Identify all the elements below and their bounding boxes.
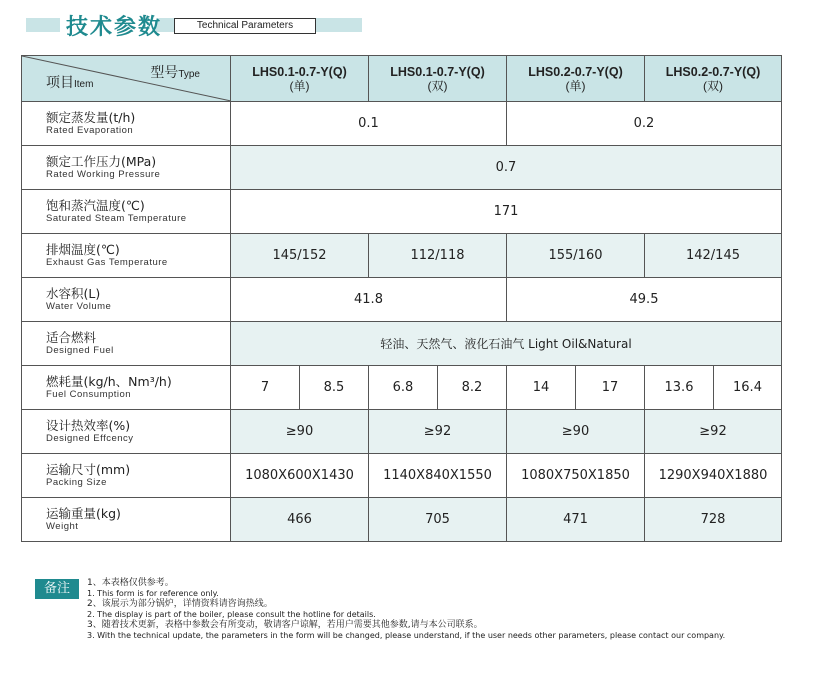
model-header-2: LHS0.1-0.7-Y(Q) (双): [369, 56, 507, 102]
parameters-table: [21, 55, 782, 542]
label-packing-size: 运输尺寸(mm) Packing Size: [22, 454, 231, 498]
value-cell: 49.5: [507, 278, 782, 322]
value-cell: 8.2: [438, 366, 507, 410]
row-steam-temperature: [22, 190, 782, 234]
header-row: [22, 56, 782, 102]
row-fuel-consumption: [22, 366, 782, 410]
value-cell: 1080X600X1430: [231, 454, 369, 498]
value-cell: ≥92: [369, 410, 507, 454]
value-cell: 471: [507, 498, 645, 542]
note-line: 2、该展示为部分锅炉，详情资料请咨询热线。: [87, 599, 273, 609]
value-cell: 466: [231, 498, 369, 542]
row-pressure: [22, 146, 782, 190]
label-weight: 运输重量(kg) Weight: [22, 498, 231, 542]
note-line: 1. This form is for reference only.: [87, 588, 219, 598]
value-cell: 41.8: [231, 278, 507, 322]
value-cell: ≥90: [507, 410, 645, 454]
item-header: 项目Item: [46, 75, 94, 91]
row-packing-size: [22, 454, 782, 498]
value-cell: 17: [576, 366, 645, 410]
value-cell: ≥90: [231, 410, 369, 454]
title-decoration-left: [26, 18, 60, 32]
section-title: [26, 10, 362, 38]
label-efficiency: 设计热效率(%) Designed Effcency: [22, 410, 231, 454]
model-header-1: LHS0.1-0.7-Y(Q) (单): [231, 56, 369, 102]
row-exhaust-temperature: [22, 234, 782, 278]
value-cell: 155/160: [507, 234, 645, 278]
type-header: 型号Type: [150, 65, 200, 81]
value-cell: 0.2: [507, 102, 782, 146]
label-exhaust-temperature: 排烟温度(℃) Exhaust Gas Temperature: [22, 234, 231, 278]
value-cell: 14: [507, 366, 576, 410]
notes-badge: 备注: [35, 579, 79, 599]
value-cell: 轻油、天然气、液化石油气 Light Oil&Natural: [231, 322, 782, 366]
row-evaporation: [22, 102, 782, 146]
model-header-3: LHS0.2-0.7-Y(Q) (单): [507, 56, 645, 102]
value-cell: 1140X840X1550: [369, 454, 507, 498]
value-cell: 145/152: [231, 234, 369, 278]
value-cell: 705: [369, 498, 507, 542]
value-cell: 1080X750X1850: [507, 454, 645, 498]
title-chinese: 技术参数: [66, 15, 163, 40]
title-english: Technical Parameters: [174, 18, 316, 34]
note-line: 3、随着技术更新，表格中参数会有所变动，敬请客户谅解，若用户需要其他参数,请与本公司联系。: [87, 620, 483, 630]
value-cell: 142/145: [645, 234, 782, 278]
note-line: 1、本表格仅供参考。: [87, 578, 174, 588]
value-cell: 6.8: [369, 366, 438, 410]
value-cell: 0.7: [231, 146, 782, 190]
value-cell: 0.1: [231, 102, 507, 146]
value-cell: 13.6: [645, 366, 714, 410]
value-cell: 1290X940X1880: [645, 454, 782, 498]
value-cell: 112/118: [369, 234, 507, 278]
value-cell: 728: [645, 498, 782, 542]
label-steam-temperature: 饱和蒸汽温度(℃) Saturated Steam Temperature: [22, 190, 231, 234]
value-cell: 171: [231, 190, 782, 234]
value-cell: 8.5: [300, 366, 369, 410]
label-fuel-consumption: 燃耗量(kg/h、Nm³/h) Fuel Consumption: [22, 366, 231, 410]
row-water-volume: [22, 278, 782, 322]
row-efficiency: [22, 410, 782, 454]
label-evaporation: 额定蒸发量(t/h) Rated Evaporation: [22, 102, 231, 146]
value-cell: ≥92: [645, 410, 782, 454]
header-corner-cell: [22, 56, 231, 102]
note-line: 2. The display is part of the boiler, please consult the hotline for details.: [87, 609, 376, 619]
model-header-4: LHS0.2-0.7-Y(Q) (双): [645, 56, 782, 102]
row-weight: [22, 498, 782, 542]
value-cell: 16.4: [714, 366, 782, 410]
label-pressure: 额定工作压力(MPa) Rated Working Pressure: [22, 146, 231, 190]
notes-list: [87, 578, 725, 641]
label-fuel: 适合燃料 Designed Fuel: [22, 322, 231, 366]
note-line: 3. With the technical update, the parameters in the form will be changed, please understand, if the user needs other parameters, please contact our company.: [87, 630, 726, 640]
label-water-volume: 水容积(L) Water Volume: [22, 278, 231, 322]
row-fuel: [22, 322, 782, 366]
value-cell: 7: [231, 366, 300, 410]
